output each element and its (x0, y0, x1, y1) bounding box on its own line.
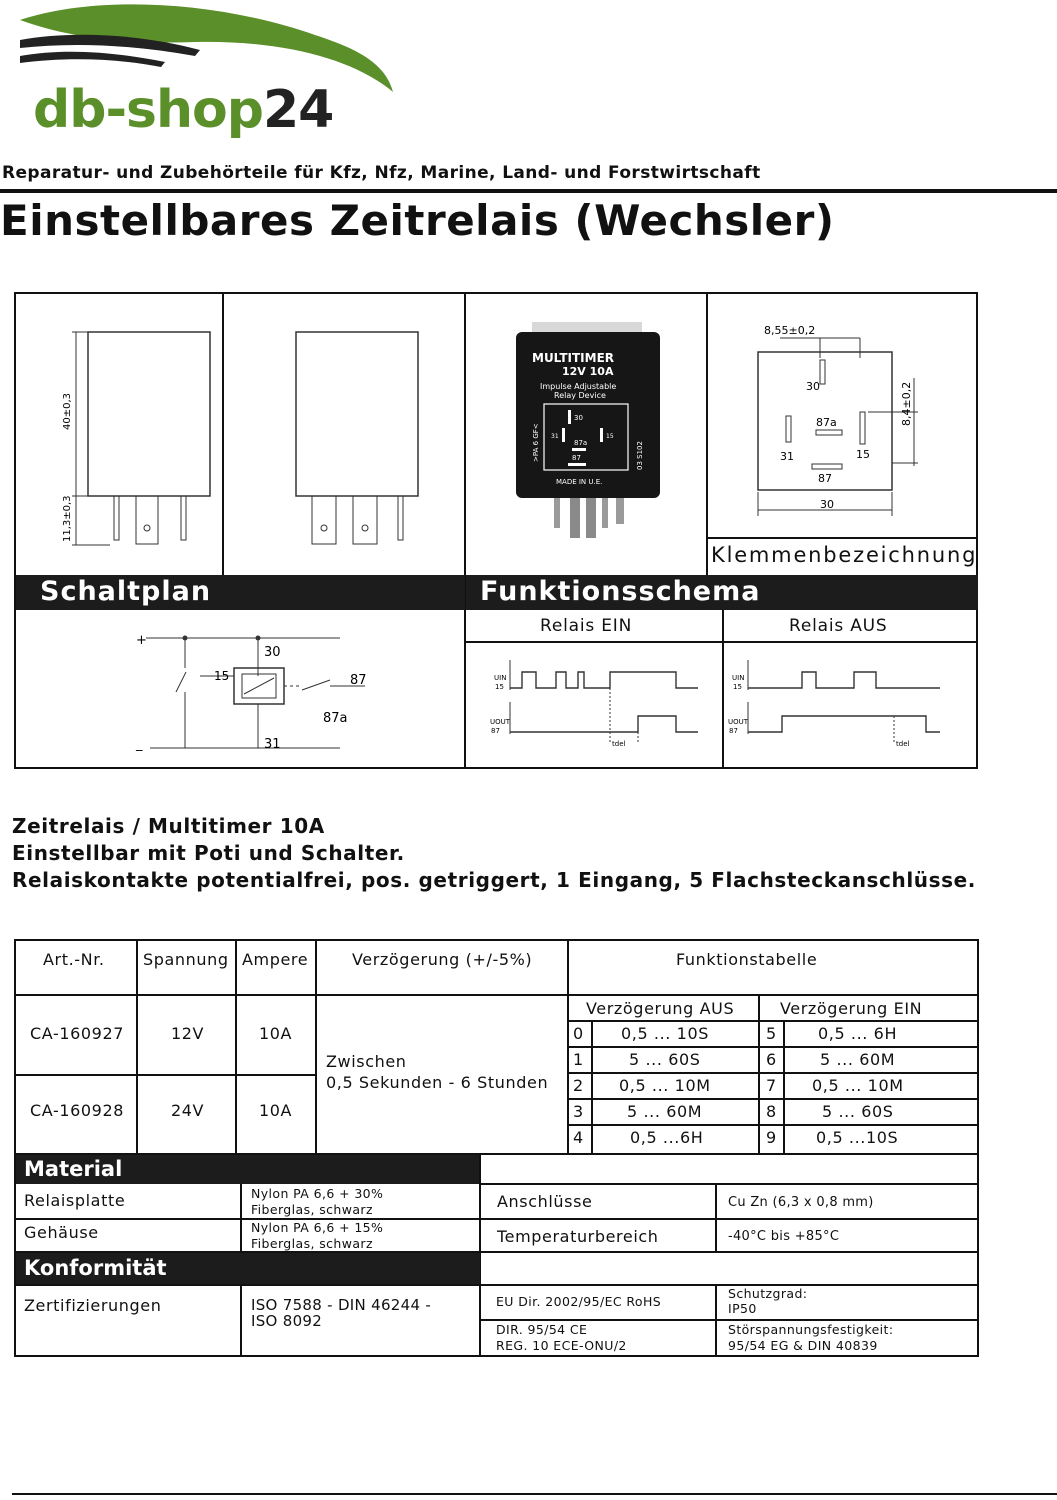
divider (722, 610, 724, 769)
material-heading: Material (16, 1155, 480, 1184)
schematic-minus: _ (136, 737, 143, 752)
header-art-nr: Art.-Nr. (43, 950, 105, 969)
ein-value: 0,5 ...10S (816, 1128, 899, 1147)
header-delay: Verzögerung (+/-5%) (352, 950, 533, 969)
timing-uout-pin: 87 (729, 727, 738, 735)
delay-text-2: 0,5 Sekunden - 6 Stunden (326, 1073, 549, 1092)
divider (591, 1020, 593, 1154)
aus-value: 0,5 ... 10M (619, 1076, 711, 1095)
product-pin-30: 30 (574, 414, 583, 422)
product-pin-15: 15 (606, 433, 614, 440)
description-line-2: Einstellbar mit Poti und Schalter. (12, 841, 405, 865)
terminal-pin-87: 87 (818, 472, 832, 485)
timing-uout-pin: 87 (491, 727, 500, 735)
product-pin-87: 87 (572, 454, 581, 462)
terminal-pin-30: 30 (806, 380, 820, 393)
divider (14, 1218, 480, 1220)
divider (783, 1020, 785, 1154)
row1-ampere: 10A (259, 1024, 293, 1043)
schematic-pin-31: 31 (264, 737, 281, 752)
aus-value: 0,5 ... 10S (621, 1024, 709, 1043)
temperature-label: Temperaturbereich (497, 1227, 659, 1246)
timing-uin-pin: 15 (495, 683, 504, 691)
aus-num: 2 (573, 1076, 584, 1095)
description-line-3: Relaiskontakte potentialfrei, pos. getriggert, 1 Eingang, 5 Flachsteckanschlüsse. (12, 868, 976, 892)
protection-value: IP50 (728, 1301, 757, 1316)
tagline: Reparatur- und Zubehörteile für Kfz, Nfz, Marine, Land- und Forstwirtschaft (2, 163, 761, 183)
divider (567, 1046, 979, 1048)
divider (758, 995, 760, 1154)
section-function-bar: Funktionsschema (466, 575, 978, 610)
product-side-right: 03 S102 (636, 441, 644, 470)
section-wiring-bar: Schaltplan (16, 575, 465, 610)
divider (567, 1072, 979, 1074)
dimension-pin-length: 11,3±0,3 (62, 495, 73, 542)
timing-diagram-relay-off (726, 652, 951, 760)
product-made-in: MADE IN U.E. (556, 478, 603, 486)
conformity-heading: Konformität (16, 1253, 480, 1284)
logo-text: db-shop24 (33, 80, 334, 140)
product-side-left: >PA 6 GF< (532, 423, 540, 462)
terminal-heading: Klemmenbezeichnung (711, 543, 978, 567)
terminal-pin-87a: 87a (816, 416, 837, 429)
connections-label: Anschlüsse (497, 1192, 593, 1211)
page-title: Einstellbares Zeitrelais (Wechsler) (0, 196, 835, 245)
connections-value: Cu Zn (6,3 x 0,8 mm) (728, 1195, 874, 1210)
description-line-1: Zeitrelais / Multitimer 10A (12, 814, 325, 838)
timing-diagram-relay-on (488, 652, 713, 760)
relay-plate-label: Relaisplatte (24, 1191, 126, 1210)
housing-label: Gehäuse (24, 1223, 99, 1242)
divider (14, 1074, 316, 1076)
ein-num: 6 (766, 1050, 777, 1069)
function-ein-header: Verzögerung EIN (780, 999, 923, 1018)
directive-1: DIR. 95/54 CE (496, 1322, 588, 1337)
interference-label: Störspannungsfestigkeit: (728, 1322, 894, 1337)
product-rating: 12V 10A (562, 365, 614, 378)
divider (715, 1284, 717, 1357)
divider (240, 1284, 242, 1357)
row2-voltage: 24V (171, 1101, 205, 1120)
relay-plate-value-2: Fiberglas, schwarz (251, 1202, 373, 1217)
product-photo (510, 322, 670, 544)
delay-text-1: Zwischen (326, 1052, 407, 1071)
footer-rule (12, 1493, 1057, 1495)
timing-tdel-label: tdel (612, 740, 626, 748)
relay-front-view-drawing (280, 320, 450, 555)
divider (479, 1218, 979, 1220)
schematic-pin-87a: 87a (323, 711, 348, 726)
terminal-layout-drawing (740, 318, 970, 518)
product-line1: Impulse Adjustable (540, 382, 617, 391)
divider (14, 994, 979, 996)
certification-value-1: ISO 7588 - DIN 46244 - (251, 1296, 432, 1314)
certification-label: Zertifizierungen (24, 1296, 162, 1315)
divider (464, 292, 466, 769)
timing-tdel-label: tdel (896, 740, 910, 748)
divider (14, 1284, 979, 1286)
relay-side-view-drawing (50, 320, 220, 555)
row1-art: CA-160927 (30, 1024, 125, 1043)
row2-ampere: 10A (259, 1101, 293, 1120)
timing-uin-label: UIN (732, 674, 745, 682)
aus-value: 5 ... 60S (629, 1050, 701, 1069)
ein-num: 8 (766, 1102, 777, 1121)
dimension-height: 40±0,3 (62, 392, 73, 430)
schematic-plus: + (136, 633, 147, 648)
product-line2: Relay Device (554, 391, 606, 400)
ein-num: 7 (766, 1076, 777, 1095)
divider (315, 939, 317, 1154)
wiring-schematic (130, 628, 380, 758)
divider (479, 1319, 979, 1321)
directive-2: REG. 10 ECE-ONU/2 (496, 1338, 627, 1353)
schematic-pin-30: 30 (264, 645, 281, 660)
divider (136, 939, 138, 1154)
dimension-pin-spacing: 8,55±0,2 (764, 324, 816, 337)
eu-directive: EU Dir. 2002/95/EC RoHS (496, 1294, 662, 1309)
divider (235, 939, 237, 1154)
row2-art: CA-160928 (30, 1101, 125, 1120)
ein-num: 9 (766, 1128, 777, 1147)
row1-voltage: 12V (171, 1024, 205, 1043)
relay-plate-value-1: Nylon PA 6,6 + 30% (251, 1186, 384, 1201)
ein-value: 0,5 ... 6H (818, 1024, 898, 1043)
aus-value: 0,5 ...6H (630, 1128, 704, 1147)
aus-num: 4 (573, 1128, 584, 1147)
relay-off-label: Relais AUS (789, 616, 888, 636)
divider (567, 1098, 979, 1100)
relay-on-label: Relais EIN (540, 616, 633, 636)
divider (706, 292, 708, 575)
timing-uout-label: UOUT (490, 718, 511, 726)
terminal-pin-15: 15 (856, 448, 870, 461)
product-pin-87a: 87a (574, 439, 588, 447)
protection-label: Schutzgrad: (728, 1286, 808, 1301)
divider (567, 1020, 979, 1022)
header-function-table: Funktionstabelle (676, 950, 818, 969)
divider (222, 292, 224, 575)
schematic-pin-87: 87 (350, 673, 367, 688)
function-aus-header: Verzögerung AUS (586, 999, 735, 1018)
ein-value: 5 ... 60S (822, 1102, 894, 1121)
terminal-pin-31: 31 (780, 450, 794, 463)
temperature-value: -40°C bis +85°C (728, 1229, 840, 1244)
housing-value-2: Fiberglas, schwarz (251, 1236, 373, 1251)
dimension-width: 30 (820, 498, 834, 511)
housing-value-1: Nylon PA 6,6 + 15% (251, 1220, 384, 1235)
timing-uout-label: UOUT (728, 718, 749, 726)
header-rule (0, 189, 1057, 193)
header-ampere: Ampere (242, 950, 309, 969)
divider (567, 1124, 979, 1126)
schematic-pin-15: 15 (214, 669, 230, 683)
divider (464, 641, 978, 643)
ein-value: 0,5 ... 10M (812, 1076, 904, 1095)
aus-num: 3 (573, 1102, 584, 1121)
aus-num: 0 (573, 1024, 584, 1043)
certification-value-2: ISO 8092 (251, 1312, 323, 1330)
ein-num: 5 (766, 1024, 777, 1043)
timing-uin-label: UIN (494, 674, 507, 682)
interference-value: 95/54 EG & DIN 40839 (728, 1338, 878, 1353)
product-name: MULTITIMER (532, 351, 615, 365)
ein-value: 5 ... 60M (820, 1050, 896, 1069)
dimension-pin-offset: 8,4±0,2 (900, 381, 913, 426)
header-voltage: Spannung (143, 950, 229, 969)
divider (706, 537, 978, 539)
product-pin-31: 31 (551, 433, 559, 440)
divider (479, 1183, 979, 1185)
aus-num: 1 (573, 1050, 584, 1069)
timing-uin-pin: 15 (733, 683, 742, 691)
aus-value: 5 ... 60M (627, 1102, 703, 1121)
